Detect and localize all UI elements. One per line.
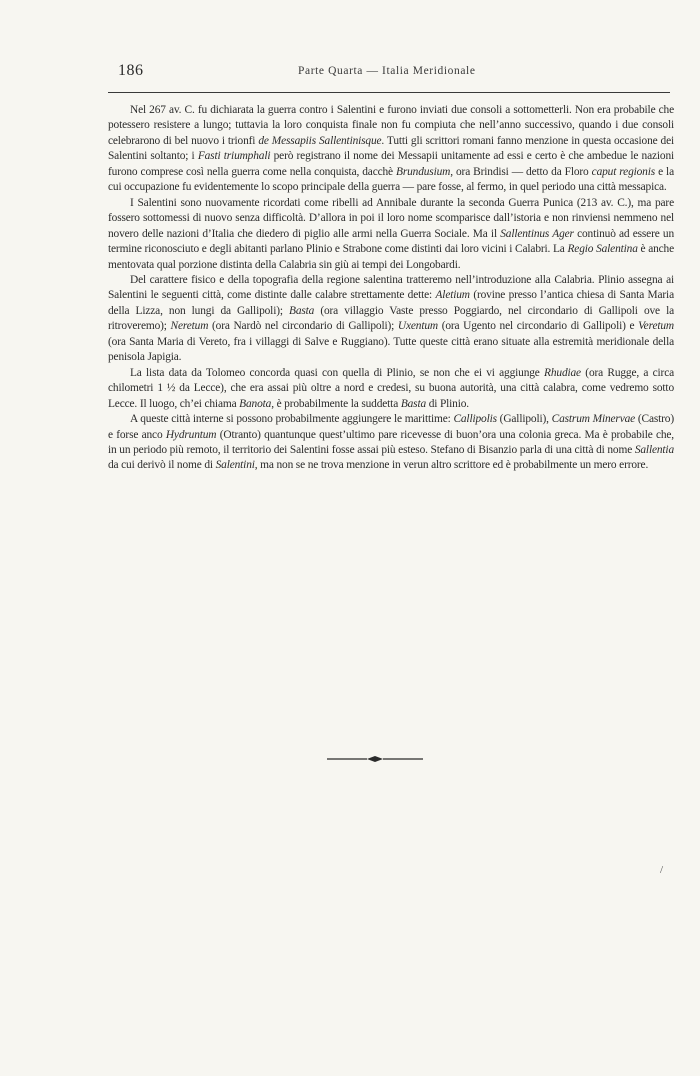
text-run: (Castro) e forse anco	[108, 413, 674, 441]
text-run: di Plinio.	[426, 397, 469, 410]
text-run: I Salentini sono nuovamente ricordati come ribelli ad Annibale durante la seconda Guerra Punica (213 av. C.), ma pare fossero sottomessi di nuovo senza difficoltà. D’allora in poi il loro nome scomparisce dall’istoria e non rinviensi nemmeno nel novero delle nazioni d’Italia che diedero di piglio alle armi nella Guerra Sociale. Ma il	[108, 196, 674, 240]
text-run: però registrano il nome dei Messapii unitamente ad essi e certo è che ambedue le nazioni furono comprese così nella guerra come nella conquista, dacchè	[108, 150, 675, 178]
italic-term: Fasti triumphali	[197, 150, 271, 163]
italic-term: Basta	[400, 397, 427, 410]
italic-term: Regio Salentina	[567, 243, 638, 256]
italic-term: Salentini	[215, 459, 255, 472]
text-run: da cui derivò il nome di	[108, 459, 216, 472]
text-run: continuò ad essere un termine riconosciuto e degli abitanti parlano Plinio e Strabone come distinti dai loro vicini i Calabri. La	[108, 227, 674, 256]
italic-term: Uxentum	[397, 320, 438, 333]
header-rule	[108, 92, 670, 93]
page-number: 186	[118, 62, 144, 79]
italic-term: Veretum	[638, 320, 674, 333]
paragraph	[108, 196, 674, 273]
text-run: è anche mentovata qual porzione distinta della Calabria sin giù ai tempi dei Longobardi.	[108, 243, 674, 271]
text-run: . Tutti gli scrittori romani fanno menzione in questa occasione dei Salentini soltanto; i	[108, 134, 674, 163]
running-title: Parte Quarta — Italia Meridionale	[298, 65, 476, 77]
body-text	[108, 103, 674, 474]
page-header	[108, 62, 668, 84]
text-run: (Gallipoli),	[496, 413, 552, 426]
text-run: Nel 267 av. C. fu dichiarata la guerra contro i Salentini e furono inviati due consoli a sottometterli. Non era probabile che potessero resistere a lungo; tuttavia la loro conquista finale non fu compiuta che nell’anno successivo, quando i due consoli celebrarono di bel nuovo i trionfi	[108, 104, 674, 147]
text-run: , ora Brindisi — detto da Floro	[450, 165, 592, 178]
text-run: , ma non se ne trova menzione in verun altro scrittore ed è probabilmente un mero errore.	[254, 459, 649, 472]
italic-term: caput regionis	[591, 165, 656, 178]
text-run: , è probabilmente la suddetta	[271, 397, 401, 410]
text-run: A queste città interne si possono probabilmente aggiungere le marittime:	[130, 413, 454, 426]
italic-term: Callipolis	[453, 413, 497, 426]
italic-term: Neretum	[170, 320, 209, 333]
italic-term: Aletium	[435, 289, 470, 302]
italic-term: de Messapiis Sallentinisque	[258, 134, 382, 147]
text-run: (ora villaggio Vaste presso Poggiardo, nel circondario di Gallipoli ove la ritroveremo);	[108, 304, 675, 333]
text-run: e la cui occupazione fu evidentemente lo scopo principale della guerra — pare fosse, al fermo, in quel periodo una città messapica.	[108, 165, 674, 194]
ornament-divider-icon	[327, 754, 423, 764]
text-run: (ora Santa Maria di Vereto, fra i villaggi di Salve e Ruggiano). Tutte queste città erano situate alla estremità meridionale della penisola Japigia.	[108, 335, 674, 364]
text-run: (rovine presso l’antica chiesa di Santa Maria della Lizza, non lungi da Gallipoli);	[108, 289, 674, 317]
italic-term: Castrum Minervae	[551, 413, 636, 426]
italic-term: Sallentia	[634, 443, 674, 456]
text-run: (ora Rugge, a circa chilometri 1 ½ da Lecce), che era assai più oltre a nord e credesi, su buona autorità, una città calabra, come vedremo sotto Lecce. Il luogo, ch’ei chiama	[108, 366, 675, 410]
text-run: (ora Nardò nel circondario di Gallipoli);	[208, 320, 398, 333]
text-run: La lista data da Tolomeo concorda quasi con quella di Plinio, se non che ei vi aggiunge	[130, 366, 545, 379]
paragraph	[108, 103, 674, 196]
paragraph	[108, 366, 674, 412]
italic-term: Brundusium	[396, 165, 451, 178]
italic-term: Basta	[289, 304, 315, 317]
paragraph	[108, 412, 674, 474]
text-run: (Otranto) quantunque quest’ultimo pare ricevesse di buon’ora una colonia greca. Ma è probabile che, in un periodo più remoto, il territorio dei Salentini fosse assai più esteso. Stefano di Bisanzio parla di una città di nome	[108, 428, 675, 456]
text-run: Del carattere fisico e della topografia della regione salentina tratteremo nell’introduzione alla Calabria. Plinio assegna ai Salentini le seguenti città, come distinte dalle calabre strettamente dette:	[108, 273, 674, 302]
italic-term: Rhudiae	[544, 366, 581, 379]
italic-term: Sallentinus Ager	[500, 227, 574, 240]
stray-mark: /	[660, 864, 664, 876]
paragraph	[108, 273, 674, 366]
italic-term: Banota	[239, 397, 272, 410]
italic-term: Hydruntum	[165, 428, 217, 441]
text-run: (ora Ugento nel circondario di Gallipoli) e	[437, 320, 639, 333]
